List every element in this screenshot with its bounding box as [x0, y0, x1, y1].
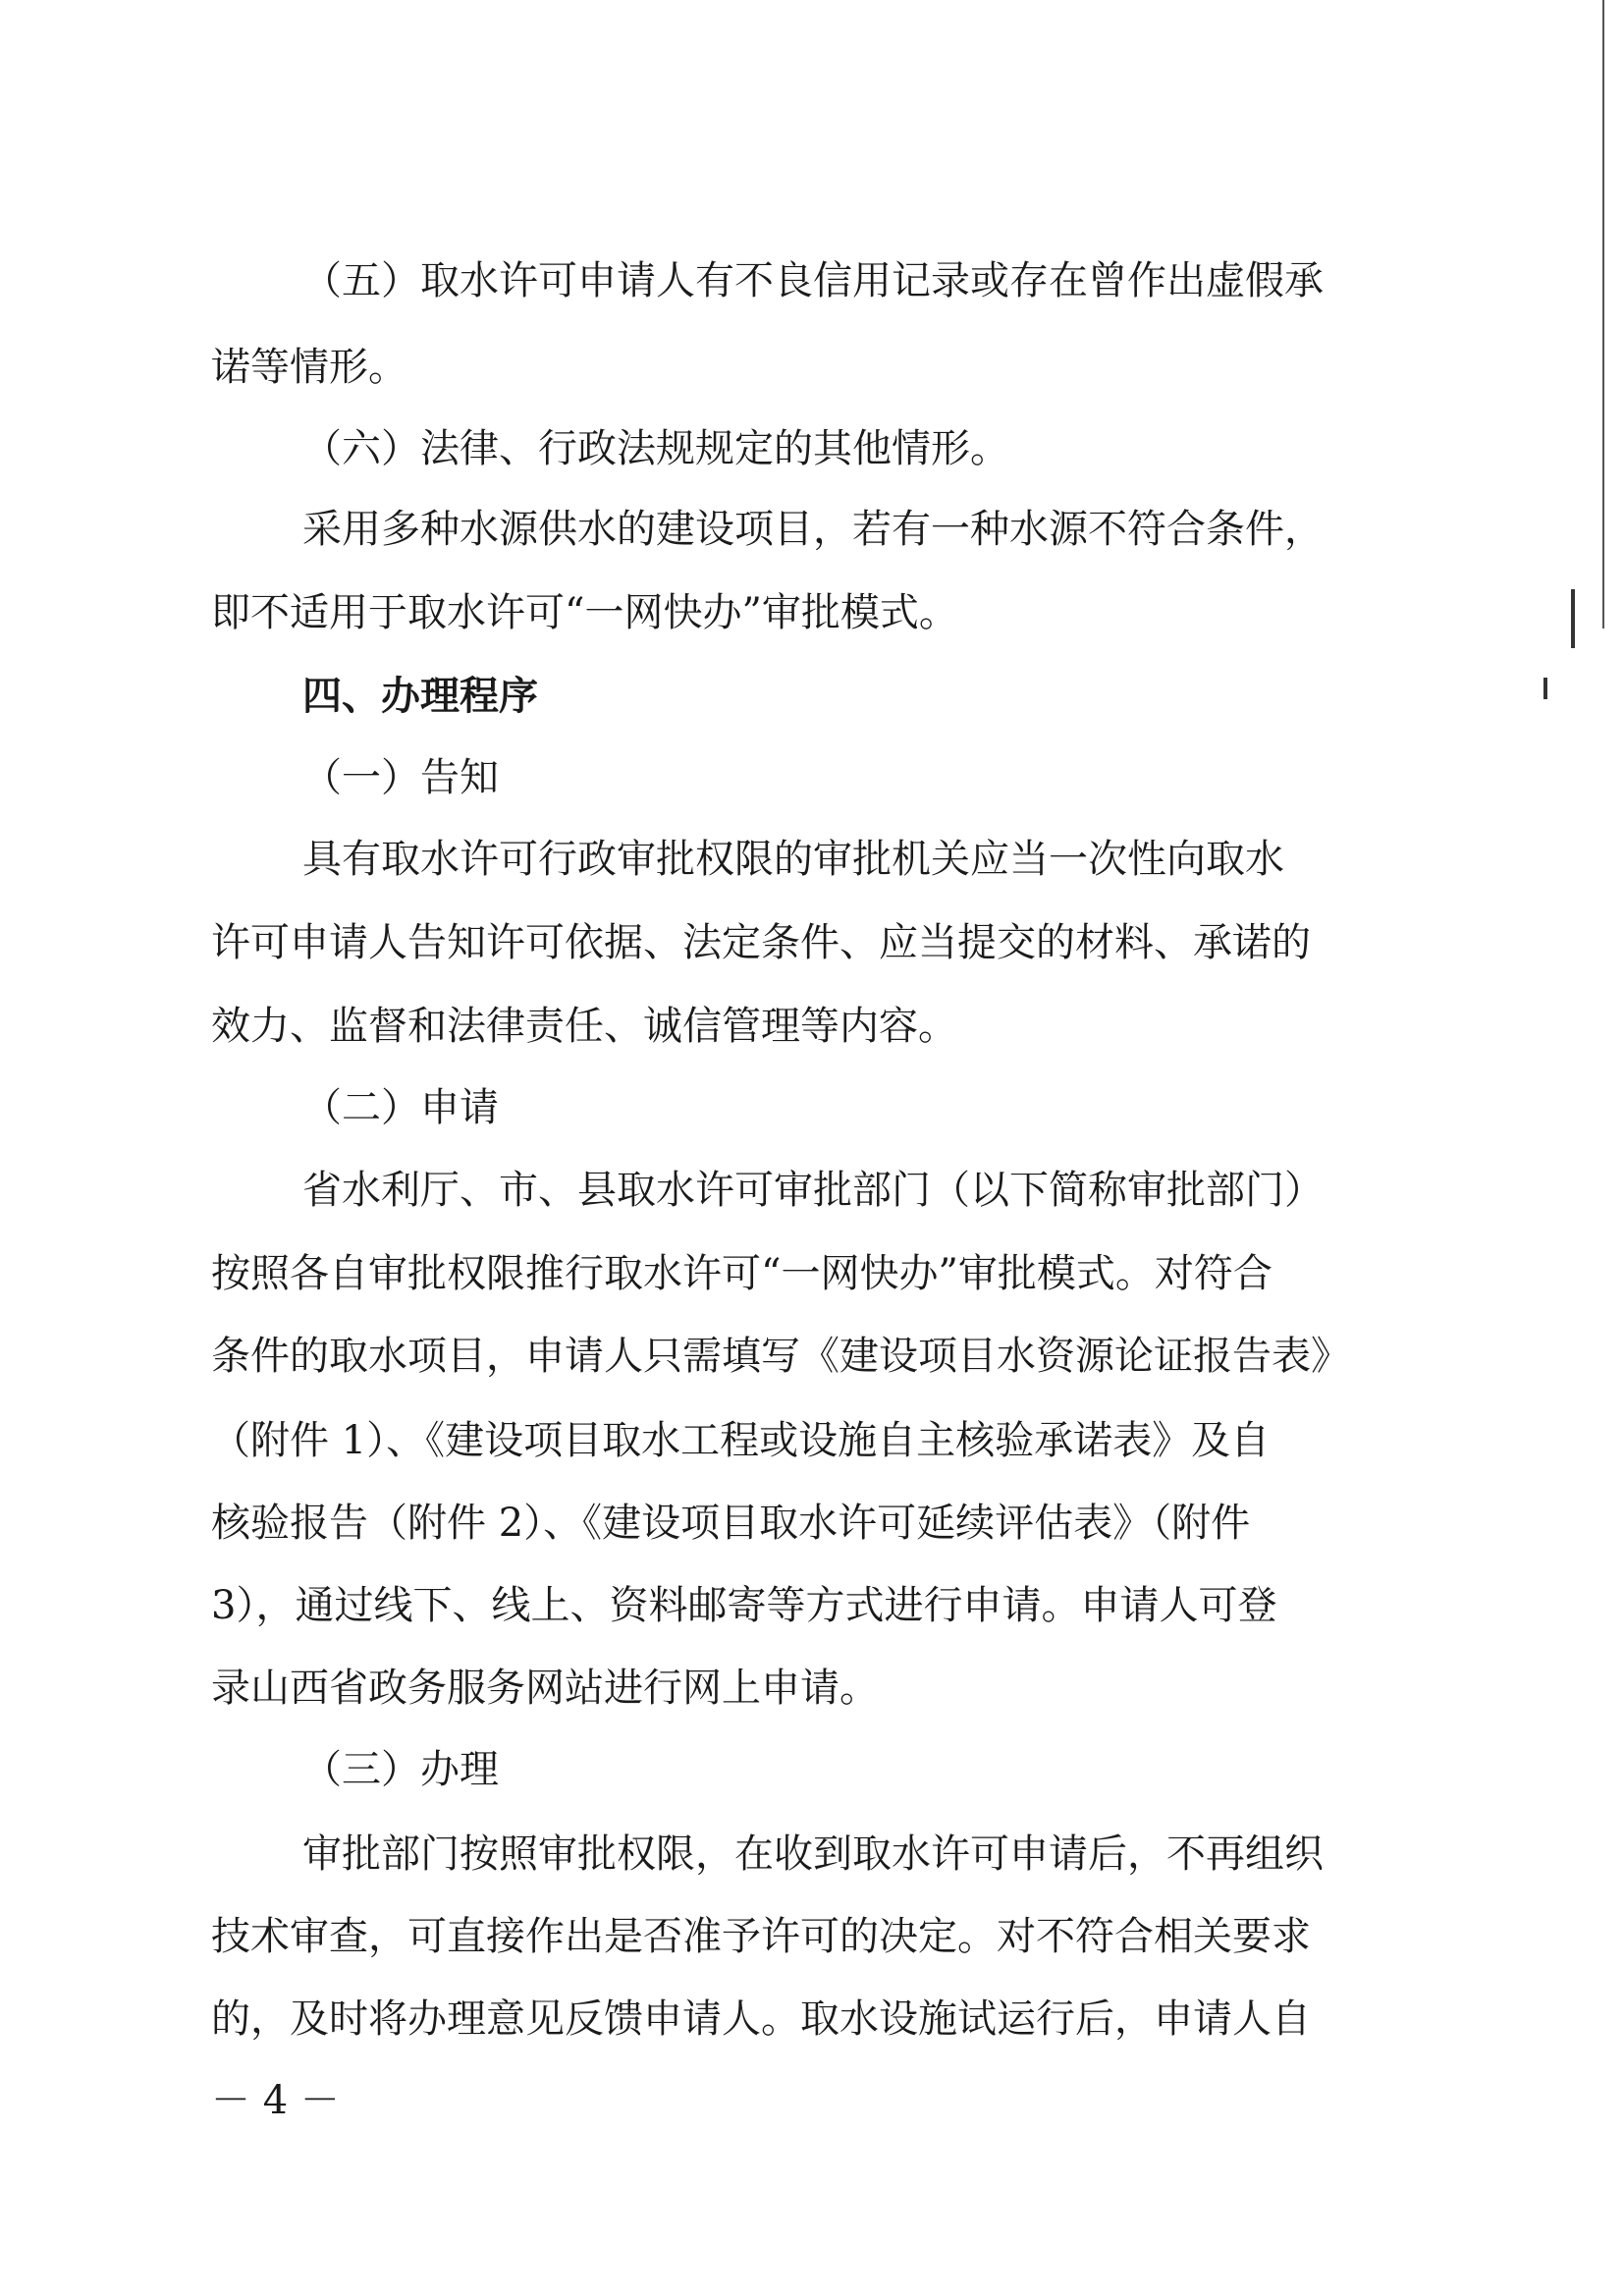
paragraph-line: 核验报告（附件 2）、《建设项目取水许可延续评估表》（附件: [211, 1501, 1251, 1546]
page-number: － 4 －: [211, 2078, 340, 2123]
paragraph-line: 效力、监督和法律责任、诚信管理等内容。: [211, 1004, 957, 1049]
paragraph-line: 3），通过线下、线上、资料邮寄等方式进行申请。申请人可登: [211, 1583, 1277, 1628]
paragraph-line: 诺等情形。: [211, 345, 407, 390]
paragraph-line: 采用多种水源供水的建设项目，若有一种水源不符合条件，: [302, 507, 1324, 552]
paragraph-line: 省水利厅、市、县取水许可审批部门（以下简称审批部门）: [302, 1168, 1324, 1213]
paragraph-line: （五）取水许可申请人有不良信用记录或存在曾作出虚假承: [302, 258, 1324, 303]
paragraph-line: 许可申请人告知许可依据、法定条件、应当提交的材料、承诺的: [211, 920, 1311, 965]
paragraph-line: （六）法律、行政法规规定的其他情形。: [302, 426, 1009, 471]
subsection-heading: （一）告知: [302, 755, 499, 800]
paragraph-line: 具有取水许可行政审批权限的审批机关应当一次性向取水: [302, 837, 1284, 882]
paragraph-line: 即不适用于取水许可“一网快办”审批模式。: [211, 590, 958, 635]
paragraph-line: 审批部门按照审批权限，在收到取水许可申请后，不再组织: [302, 1831, 1324, 1877]
paragraph-line: 技术审查，可直接作出是否准予许可的决定。对不符合相关要求: [211, 1914, 1311, 1959]
section-heading: 四、办理程序: [302, 674, 538, 719]
subsection-heading: （二）申请: [302, 1085, 499, 1130]
subsection-heading: （三）办理: [302, 1747, 499, 1792]
paragraph-line: 录山西省政务服务网站进行网上申请。: [211, 1666, 879, 1711]
paragraph-line: （附件 1）、《建设项目取水工程或设施自主核验承诺表》及自: [211, 1418, 1271, 1463]
paragraph-line: 的，及时将办理意见反馈申请人。取水设施试运行后，申请人自: [211, 1996, 1311, 2042]
paragraph-line: 按照各自审批权限推行取水许可“一网快办”审批模式。对符合: [211, 1251, 1272, 1296]
paragraph-line: 条件的取水项目，申请人只需填写《建设项目水资源论证报告表》: [211, 1334, 1350, 1379]
